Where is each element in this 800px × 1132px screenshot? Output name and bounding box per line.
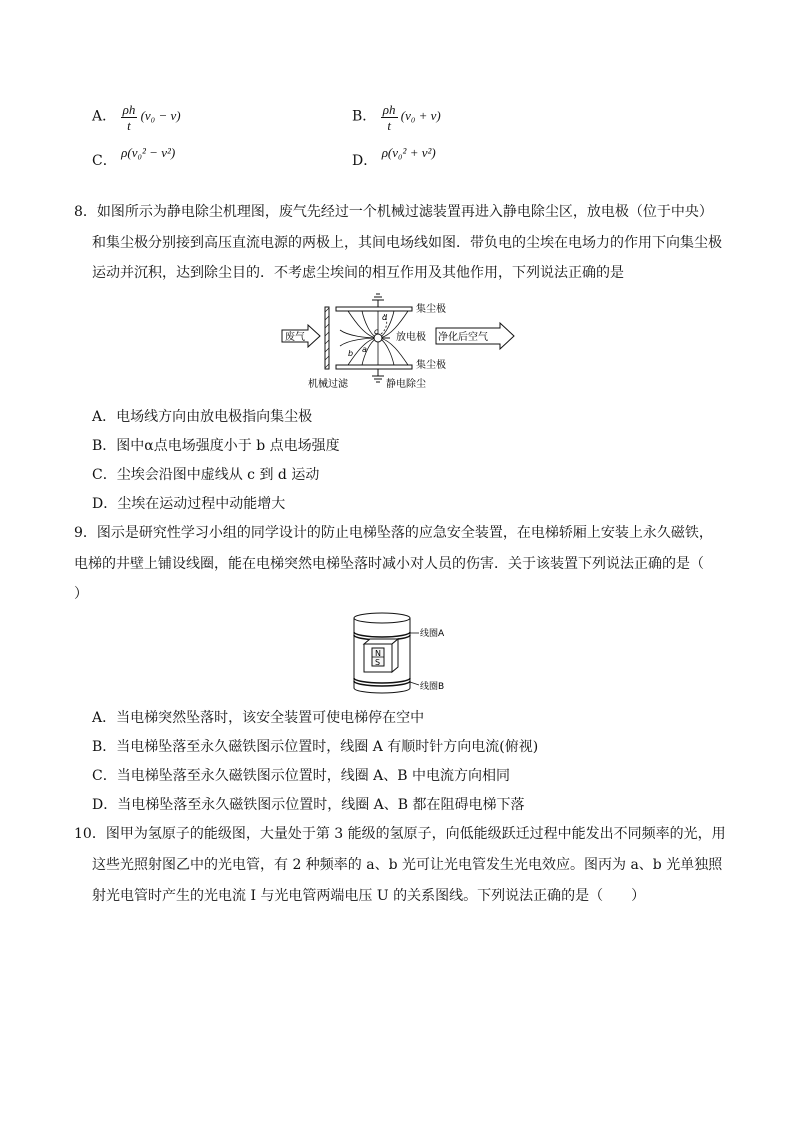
q8-stem-line-1: 8．如图所示为静电除尘机理图，废气先经过一个机械过滤装置再进入静电除尘区，放电极（位于中央） bbox=[74, 204, 713, 220]
point-b: b bbox=[348, 349, 354, 358]
collector-plate-bottom bbox=[336, 365, 412, 369]
coil-b bbox=[354, 678, 410, 686]
q9-option-d: D．当电梯坠落至永久磁铁图示位置时，线圈 A、B 都在阻碍电梯下落 bbox=[92, 797, 525, 813]
shaft-top bbox=[354, 613, 410, 623]
q7-option-a-label: A． bbox=[92, 108, 117, 125]
q10-stem-line-1: 10．图甲为氢原子的能级图，大量处于第 3 能级的氢原子，向低能级跃迁过程中能发出不同频率的光，用 bbox=[74, 826, 726, 842]
label-clean-air: 净化后空气 bbox=[438, 332, 488, 343]
label-collector-bottom: 集尘极 bbox=[416, 360, 446, 371]
q9-stem-line-3: ） bbox=[74, 586, 88, 602]
q7-b-denominator: t bbox=[387, 118, 391, 133]
q9-option-b: B．当电梯坠落至永久磁铁图示位置时，线圈 A 有顺时针方向电流(俯视) bbox=[92, 739, 539, 755]
q10-stem-line-2: 这些光照射图乙中的光电管，有 2 种频率的 a、b 光可让光电管发生光电效应。图丙为 a、b 光单独照 bbox=[92, 857, 723, 873]
label-collector-top: 集尘极 bbox=[416, 304, 446, 315]
q7-option-a bbox=[92, 102, 181, 133]
label-coil-b: 线圈B bbox=[420, 682, 445, 692]
q8-option-c: C．尘埃会沿图中虚线从 c 到 d 运动 bbox=[92, 467, 320, 483]
q8-stem-line-2: 和集尘极分别接到高压直流电源的两极上，其间电场线如图．带负电的尘埃在电场力的作用下向集尘极 bbox=[92, 235, 722, 251]
q7-option-d-label: D． bbox=[352, 153, 378, 169]
q9-stem-line-1: 9．图示是研究性学习小组的同学设计的防止电梯坠落的应急安全装置，在电梯轿厢上安装上永久磁铁， bbox=[74, 525, 713, 541]
q7-option-b bbox=[352, 102, 441, 133]
point-c: c bbox=[374, 327, 379, 336]
q7-a-tail: (v₀ − v) bbox=[140, 108, 181, 124]
label-discharge: 放电极 bbox=[396, 332, 426, 343]
label-electrostatic: 静电除尘 bbox=[386, 379, 426, 390]
label-coil-a: 线圈A bbox=[420, 629, 445, 639]
q8-option-d: D．尘埃在运动过程中动能增大 bbox=[92, 496, 286, 512]
q7-option-b-label: B． bbox=[352, 108, 377, 125]
collector-plate-top bbox=[336, 307, 412, 311]
q8-option-a: A．电场线方向由放电极指向集尘极 bbox=[92, 409, 313, 425]
q7-b-numerator: ρh bbox=[382, 102, 396, 117]
q9-option-c: C．当电梯坠落至永久磁铁图示位置时，线圈 A、B 中电流方向相同 bbox=[92, 768, 511, 784]
label-waste-gas: 废气 bbox=[285, 332, 305, 343]
q7-option-c bbox=[92, 145, 176, 170]
q7-c-expression: ρ(v₀² − v²) bbox=[121, 145, 176, 160]
q9-option-a: A．当电梯突然坠落时，该安全装置可使电梯停在空中 bbox=[92, 710, 425, 726]
label-mech-filter: 机械过滤 bbox=[308, 379, 348, 390]
point-d: d bbox=[382, 313, 388, 322]
q7-a-numerator: ρh bbox=[122, 102, 136, 117]
q7-d-expression: ρ(v₀² + v²) bbox=[381, 145, 436, 160]
q8-stem-line-3: 运动并沉积，达到除尘目的．不考虑尘埃间的相互作用及其他作用，下列说法正确的是 bbox=[92, 265, 624, 281]
q7-a-denominator: t bbox=[127, 118, 131, 133]
q10-stem-line-3: 射光电管时产生的光电流 I 与光电管两端电压 U 的关系图线。下列说法正确的是（ ） bbox=[92, 888, 646, 904]
electrostatic-precipitator-figure bbox=[278, 290, 518, 390]
q7-option-d bbox=[352, 145, 436, 170]
q7-b-tail: (v₀ + v) bbox=[400, 108, 441, 124]
magnet-n-label: N bbox=[375, 649, 381, 658]
point-a: a bbox=[362, 345, 367, 354]
elevator-safety-figure bbox=[345, 608, 465, 704]
magnet-s-label: S bbox=[375, 658, 381, 667]
q7-option-c-label: C． bbox=[92, 153, 117, 169]
q9-stem-line-2: 电梯的井壁上铺设线圈，能在电梯突然电梯坠落时减小对人员的伤害．关于该装置下列说法正确的是（ bbox=[74, 556, 704, 572]
q8-option-b: B．图中α点电场强度小于 b 点电场强度 bbox=[92, 438, 340, 454]
